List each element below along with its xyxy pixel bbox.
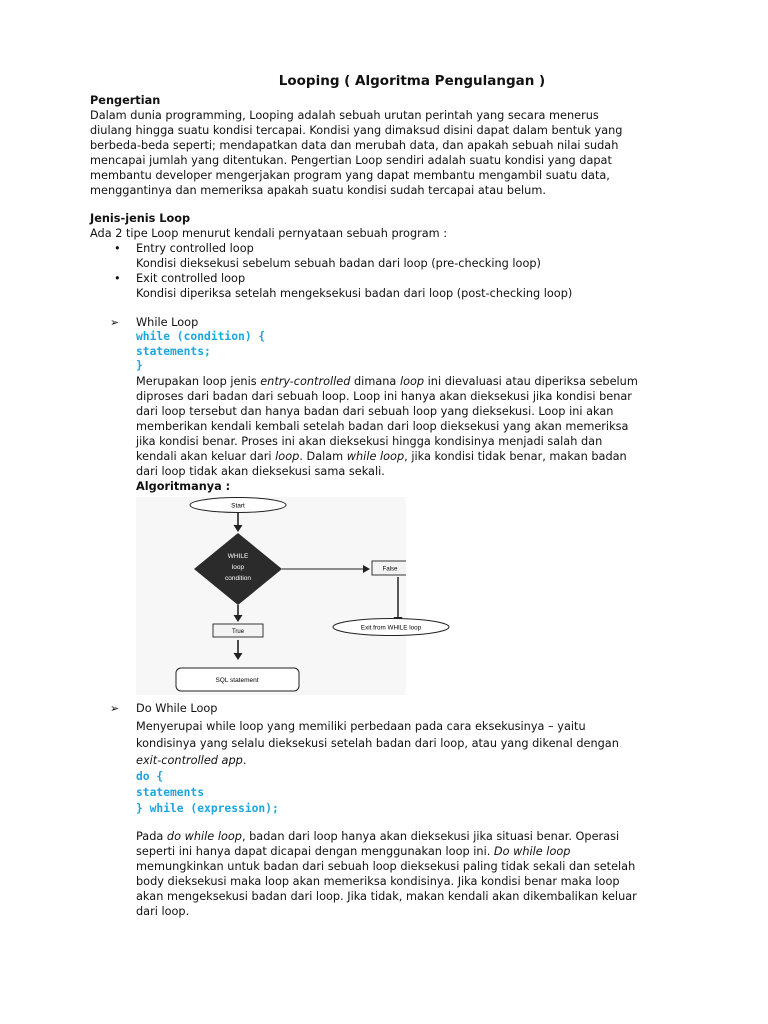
arrow-bullet-icon: ➢	[110, 701, 120, 715]
paragraph-line: Pada do while loop, badan dari loop hanya akan dieksekusi jika situasi benar. Operasi	[136, 829, 620, 843]
code-line: statements;	[136, 344, 211, 358]
do-while-code-block	[136, 769, 690, 817]
loop-type-name: Entry controlled loop	[136, 242, 254, 255]
section-jenis	[90, 211, 690, 301]
paragraph-line: akan mengeksekusi badan dari loop. Jika tidak, makan kendali akan dikembalikan keluar	[136, 889, 637, 903]
paragraph-line: berbeda-beda seperti; mendapatkan data dan merubah data, dan apakah sebuah nilai sudah	[90, 139, 619, 152]
paragraph-line: seperti ini hanya dapat dicapai dengan menggunakan loop ini. Do while loop	[136, 844, 571, 858]
code-line: statements	[136, 785, 205, 799]
loop-type-name: Exit controlled loop	[136, 272, 246, 285]
flow-true-label: True	[231, 628, 245, 635]
jenis-intro: Ada 2 tipe Loop menurut kendali pernyataan sebuah program :	[90, 227, 448, 240]
paragraph-line: Dalam dunia programming, Looping adalah sebuah urutan perintah yang secara menerus	[90, 109, 599, 122]
heading-do-while: Do While Loop	[136, 701, 218, 715]
paragraph-line: Merupakan loop jenis entry-controlled dimana loop ini dievaluasi atau diperiksa sebelum	[136, 374, 638, 388]
section-do-while	[90, 701, 690, 919]
paragraph-line: body dieksekusi maka loop akan memeriksa kondisinya. Jika kondisi benar maka loop	[136, 874, 620, 888]
flow-false-label: False	[382, 566, 398, 572]
page-title: Looping ( Algoritma Pengulangan )	[278, 73, 546, 89]
while-loop-flowchart	[136, 497, 406, 695]
code-line: do {	[136, 769, 164, 783]
paragraph-line: Menyerupai while loop yang memiliki perbedaan pada cara eksekusinya – yaitu	[136, 719, 586, 733]
flow-start-label: Start	[231, 502, 245, 509]
code-line: while (condition) {	[136, 330, 266, 343]
code-line: } while (expression);	[136, 801, 279, 815]
flow-exit-label: Exit from WHILE loop	[360, 624, 422, 632]
bullet-icon: •	[114, 272, 121, 285]
algoritma-label: Algoritmanya :	[136, 479, 231, 493]
paragraph-line: diulang hingga suatu kondisi tercapai. Kondisi yang dimaksud disini dapat dalam bentuk yang	[90, 124, 623, 137]
flow-sql-label: SQL statement	[215, 676, 259, 684]
flow-exit-node-wrap	[331, 617, 451, 639]
paragraph-line: membantu developer mengerjakan program yang dapat membantu mengambil suatu data,	[90, 169, 610, 182]
paragraph-line: dari loop tersebut dan hanya badan dari sebuah loop yang dieksekusi. Loop ini akan	[136, 404, 614, 418]
section-pengertian	[90, 93, 690, 198]
arrow-bullet-icon: ➢	[110, 316, 120, 329]
paragraph-line: menggantinya dan memeriksa apakah suatu kondisi sudah tercapai atau belum.	[90, 184, 546, 197]
flow-condition-label: WHILE	[227, 552, 249, 560]
loop-type-desc: Kondisi dieksekusi sebelum sebuah badan dari loop (pre-checking loop)	[136, 257, 541, 270]
section-while-loop	[90, 315, 690, 494]
heading-pengertian: Pengertian	[90, 94, 161, 107]
flow-condition-label: loop	[231, 563, 245, 571]
flow-condition-label: condition	[224, 574, 252, 582]
paragraph-line: dari loop tidak akan dieksekusi sama sekali.	[136, 464, 385, 478]
paragraph-line: mencapai jumlah yang ditentukan. Pengertian Loop sendiri adalah suatu kondisi yang dapat	[90, 154, 612, 167]
paragraph-line: kondisinya yang selalu dieksekusi setelah badan dari loop, atau yang dikenal dengan	[136, 736, 619, 750]
loop-type-desc: Kondisi diperiksa setelah mengeksekusi badan dari loop (post-checking loop)	[136, 287, 573, 300]
paragraph-line: kendali akan keluar dari loop. Dalam while loop, jika kondisi tidak benar, makan badan	[136, 449, 627, 463]
paragraph-line: diproses dari badan dari sebuah loop. Loop ini hanya akan dieksekusi jika kondisi benar	[136, 389, 632, 403]
while-code-block	[136, 330, 690, 374]
paragraph-line: dari loop.	[136, 904, 190, 918]
heading-while-loop: While Loop	[136, 316, 199, 329]
paragraph-line: jika kondisi benar. Proses ini akan dieksekusi hingga kondisinya menjadi salah dan	[136, 434, 603, 448]
heading-jenis: Jenis-jenis Loop	[90, 212, 191, 225]
document-page	[90, 74, 690, 919]
paragraph-line: memungkinkan untuk badan dari sebuah loop dieksekusi paling tidak sekali dan setelah	[136, 859, 636, 873]
list-item	[90, 241, 690, 271]
loop-type-list	[90, 241, 690, 301]
paragraph-line: memberikan kendali kembali setelah badan dari loop dieksekusi yang akan memeriksa	[136, 419, 629, 433]
bullet-icon: •	[114, 242, 121, 255]
list-item	[90, 271, 690, 301]
code-line: }	[136, 359, 143, 372]
paragraph-line: exit-controlled app.	[136, 753, 247, 767]
